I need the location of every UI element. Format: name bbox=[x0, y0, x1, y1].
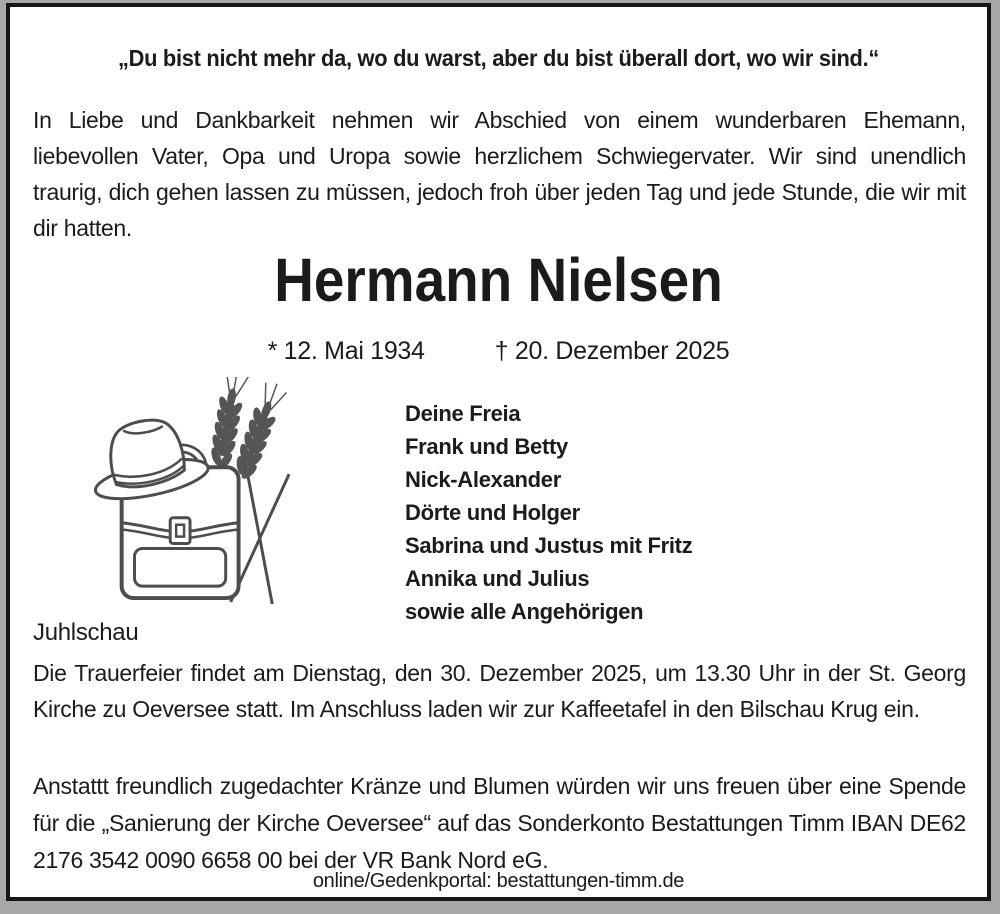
life-dates bbox=[10, 337, 987, 366]
death-notice-page bbox=[6, 3, 991, 901]
memorial-artwork bbox=[82, 377, 302, 609]
birth-date: * 12. Mai 1934 bbox=[267, 337, 425, 365]
mourner-item: Deine Freia bbox=[405, 401, 521, 426]
mourner-item: sowie alle Angehörigen bbox=[405, 599, 644, 624]
mourner-item: Frank und Betty bbox=[405, 434, 568, 459]
mourners-list bbox=[405, 397, 692, 628]
service-paragraph: Die Trauerfeier findet am Dienstag, den 30. Dezember 2025, um 13.30 Uhr in der St. Georg Kirche zu Oeversee statt. Im Anschluss laden wir zur Kaffeetafel in den Bilschau Krug ein. bbox=[33, 660, 966, 722]
intro-paragraph: In Liebe und Dankbarkeit nehmen wir Abschied von einem wunderbaren Ehemann, liebevollen Vater, Opa und Uropa sowie herzlichem Schwiegervater. Wir sind unendlich traurig, dich gehen lassen zu müssen, jedoch froh über jeden Tag und jede Stunde, die wir mit dir hatten. bbox=[33, 107, 966, 241]
mourner-item: Nick-Alexander bbox=[405, 467, 561, 492]
place-name: Juhlschau bbox=[33, 619, 139, 646]
mourner-item: Sabrina und Justus mit Fritz bbox=[405, 533, 693, 558]
donation-paragraph: Anstattt freundlich zugedachter Kränze und Blumen würden wir uns freuen über eine Spende für die „Sanierung der Kirche Oeversee“ auf das Sonderkonto Bestattungen Timm IBAN DE62 2176 3542 0090 6658 00 bei der VR Bank Nord eG. bbox=[33, 773, 966, 873]
mourner-item: Annika und Julius bbox=[405, 566, 590, 591]
death-date: † 20. Dezember 2025 bbox=[494, 337, 730, 365]
deceased-name: Hermann Nielsen bbox=[274, 246, 723, 314]
memorial-quote: „Du bist nicht mehr da, wo du warst, aber du bist überall dort, wo wir sind.“ bbox=[117, 45, 880, 71]
mourner-item: Dörte und Holger bbox=[405, 500, 580, 525]
memorial-portal-text: online/Gedenkportal: bestattungen-timm.de bbox=[312, 870, 685, 892]
